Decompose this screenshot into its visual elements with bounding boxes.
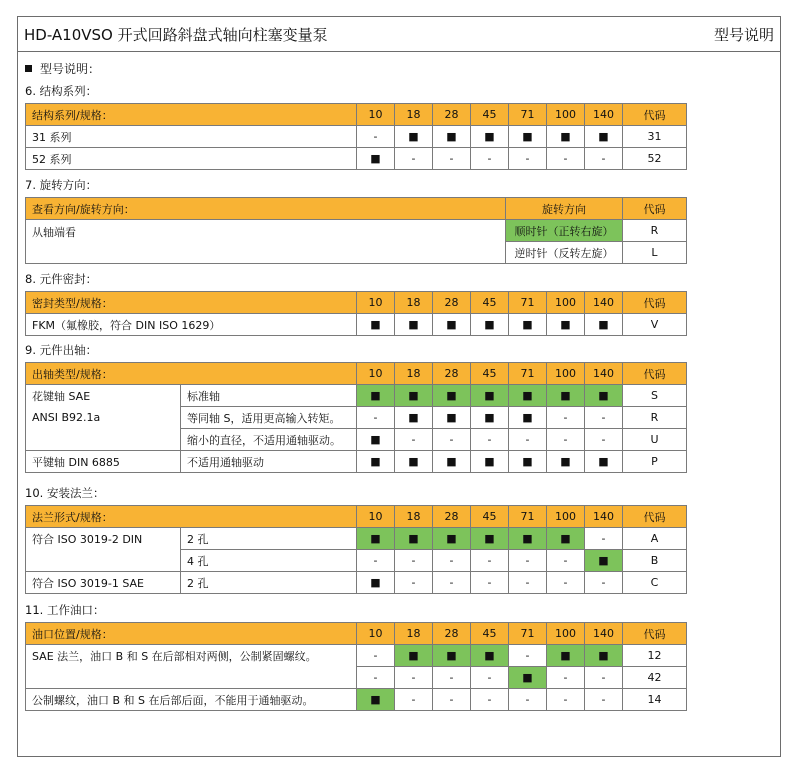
table-flange-type [25,505,687,594]
table-row: FKM（氟橡胶，符合 DIN ISO 1629） ■ ■ ■ ■ ■ ■ ■ V [26,314,687,336]
table-header-row: 查看方向/旋转方向： 旋转方向 代码 [26,198,687,220]
section-8-title: 8. 元件密封： [25,272,98,286]
section-7-title: 7. 旋转方向： [25,178,98,192]
table-shaft-type [25,362,687,473]
table-row: 公制螺纹，油口 B 和 S 在后部后面，不能用于通轴驱动。 ■ - - - - - - 14 [26,689,687,711]
section-9-title: 9. 元件出轴： [25,343,98,357]
table-row: 花键轴 SAE 标准轴 ■ ■ ■ ■ ■ ■ ■ S [26,385,687,407]
header-right-label: 型号说明 [713,26,774,44]
table-row: 从轴端看 顺时针（正转右旋） R [26,220,687,242]
table-row: 平键轴 DIN 6885 不适用通轴驱动 ■ ■ ■ ■ ■ ■ ■ P [26,451,687,473]
table-row: 52 系列 ■ - - - - - - 52 [26,148,687,170]
table-seal-type [25,291,687,336]
square-bullet-icon [25,65,32,72]
section-10-title: 10. 安装法兰： [25,486,105,500]
page-title: HD-A10VSO 开式回路斜盘式轴向柱塞变量泵 [24,26,328,44]
table-row: 符合 ISO 3019-1 SAE 2 孔 ■ - - - - - - C [26,572,687,594]
intro-heading: 型号说明： [25,60,100,77]
section-6-title: 6. 结构系列： [25,84,98,98]
table-row: 缩小的直径，不适用通轴驱动。 ■ - - - - - - U [26,429,687,451]
table-row: 符合 ISO 3019-2 DIN 2 孔 ■ ■ ■ ■ ■ ■ - A [26,528,687,550]
table-header-row: 结构系列/规格： 10 18 28 45 71 100 140 代码 [26,104,687,126]
header-divider [17,51,781,52]
table-row: - - - - ■ - - 42 [26,667,687,689]
table-row: ANSI B92.1a 等同轴 S，适用更高输入转矩。 - ■ ■ ■ ■ - - R [26,407,687,429]
table-row: 31 系列 - ■ ■ ■ ■ ■ ■ 31 [26,126,687,148]
table-header-row: 出轴类型/规格： 10 18 28 45 71 100 140 代码 [26,363,687,385]
table-header-row: 法兰形式/规格： 10 18 28 45 71 100 140 代码 [26,506,687,528]
table-row: 逆时针（反转左旋） L [26,242,687,264]
table-rotation-direction [25,197,687,264]
table-row: 4 孔 - - - - - - ■ B [26,550,687,572]
table-row: SAE 法兰，油口 B 和 S 在后部相对两侧，公制紧固螺纹。 - ■ ■ ■ - ■ ■ 12 [26,645,687,667]
table-header-row: 密封类型/规格： 10 18 28 45 71 100 140 代码 [26,292,687,314]
section-11-title: 11. 工作油口： [25,603,105,617]
table-structure-series [25,103,687,170]
table-work-port [25,622,687,711]
table-header-row: 油口位置/规格： 10 18 28 45 71 100 140 代码 [26,623,687,645]
